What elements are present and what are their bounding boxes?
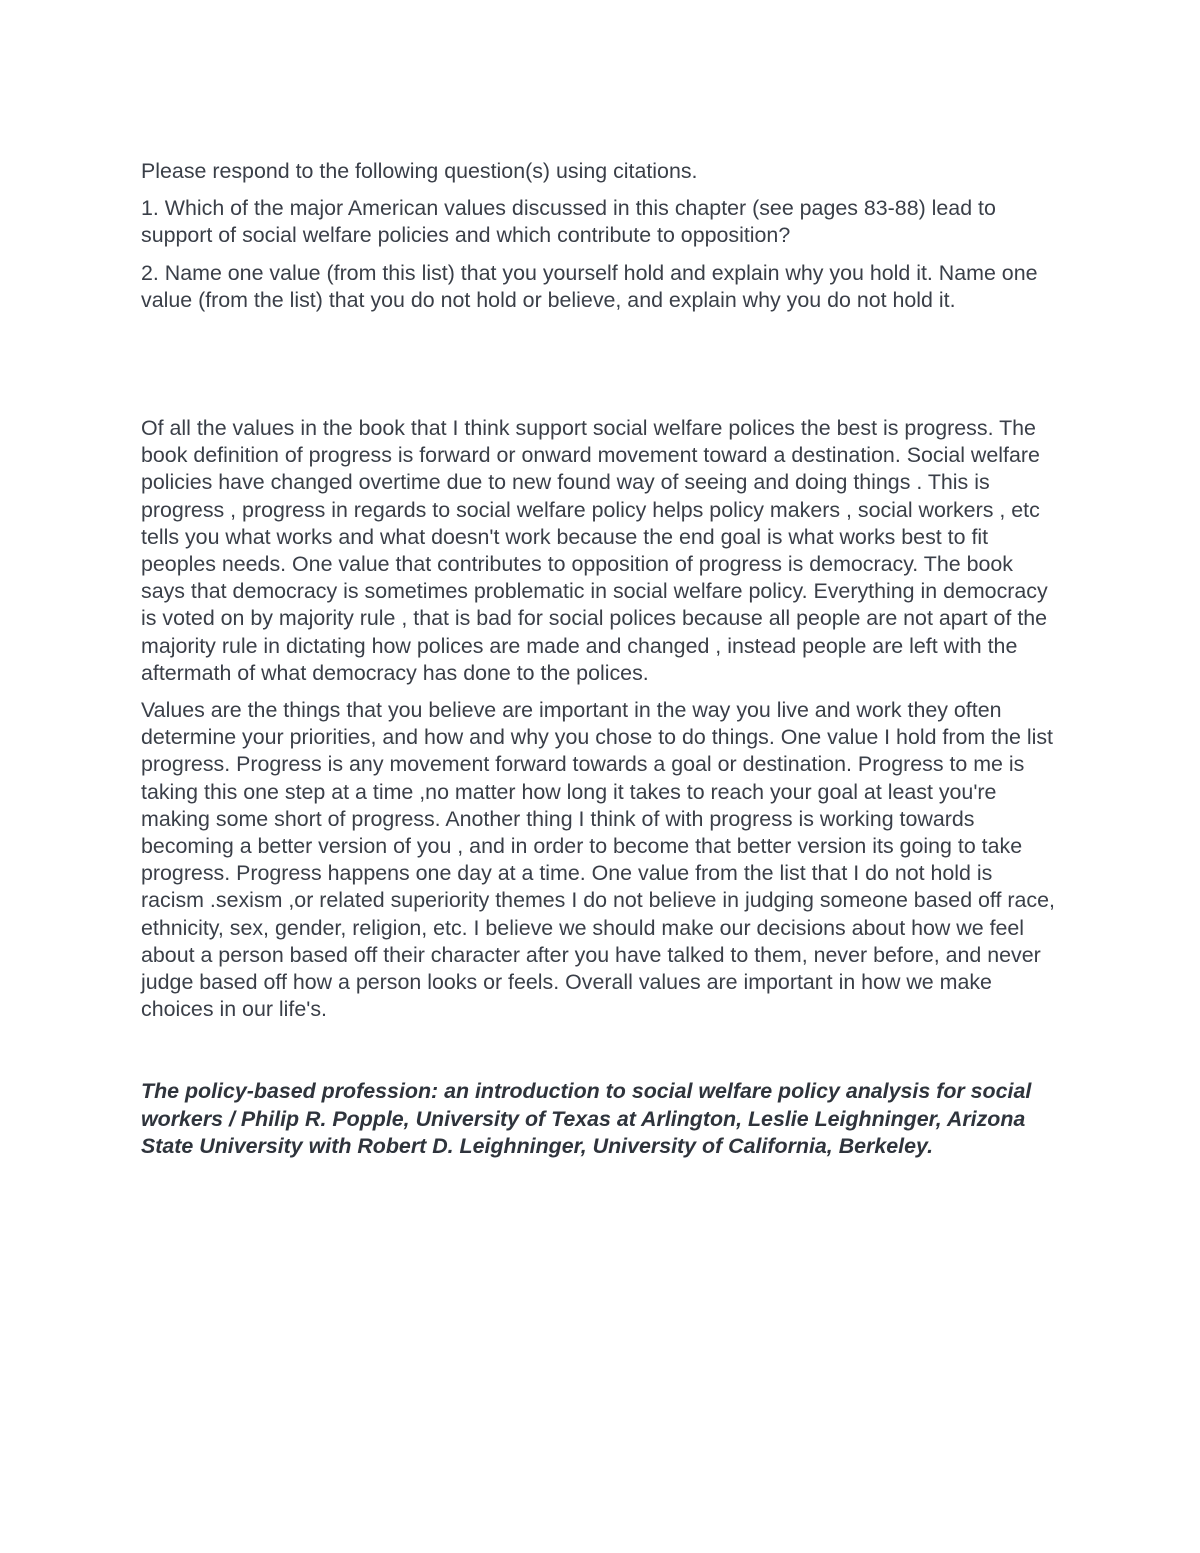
question-1: 1. Which of the major American values discussed in this chapter (see pages 83-88) lead to support of social welfare policies and which contribute to opposition? xyxy=(141,196,996,248)
prompt-text: Please respond to the following question(s) using citations. xyxy=(141,159,698,183)
citation-text: The policy-based profession: an introduction to social welfare policy analysis for social workers / Philip R. Popple, University of Texas at Arlington, Leslie Leighninger, Arizona State University with Robert D. Leighninger, University of California, Berkeley. xyxy=(141,1079,1032,1158)
document-body xyxy=(141,158,1061,1160)
question-2: 2. Name one value (from this list) that you yourself hold and explain why you hold it. Name one value (from the list) that you do not hold or believe, and explain why you do not hold it. xyxy=(141,260,1038,312)
answer-paragraph-1: Of all the values in the book that I think support social welfare polices the best is progress. The book definition of progress is forward or onward movement toward a destination. Social welfare policies have changed overtime due to new found way of seeing and doing things . This is progress , progress in regards to social welfare policy helps policy makers , social workers , etc tells you what works and what doesn't work because the end goal is what works best to fit peoples needs. One value that contributes to opposition of progress is democracy. The book says that democracy is sometimes problematic in social welfare policy. Everything in democracy is voted on by majority rule , that is bad for social polices because all people are not apart of the majority rule in dictating how polices are made and changed , instead people are left with the aftermath of what democracy has done to the polices. xyxy=(141,416,1048,685)
citation-spacer xyxy=(141,1023,1061,1078)
section-spacer xyxy=(141,314,1061,415)
answer-paragraph-2: Values are the things that you believe are important in the way you live and work they often determine your priorities, and how and why you chose to do things. One value I hold from the list progress. Progress is any movement forward towards a goal or destination. Progress to me is taking this one step at a time ,no matter how long it takes to reach your goal at least you're making some short of progress. Another thing I think of with progress is working towards becoming a better version of you , and in order to become that better version its going to take progress. Progress happens one day at a time. One value from the list that I do not hold is racism .sexism ,or related superiority themes I do not believe in judging someone based off race, ethnicity, sex, gender, religion, etc. I believe we should make our decisions about how we feel about a person based off their character after you have talked to them, never before, and never judge based off how a person looks or feels. Overall values are important in how we make choices in our life's. xyxy=(141,698,1055,1022)
